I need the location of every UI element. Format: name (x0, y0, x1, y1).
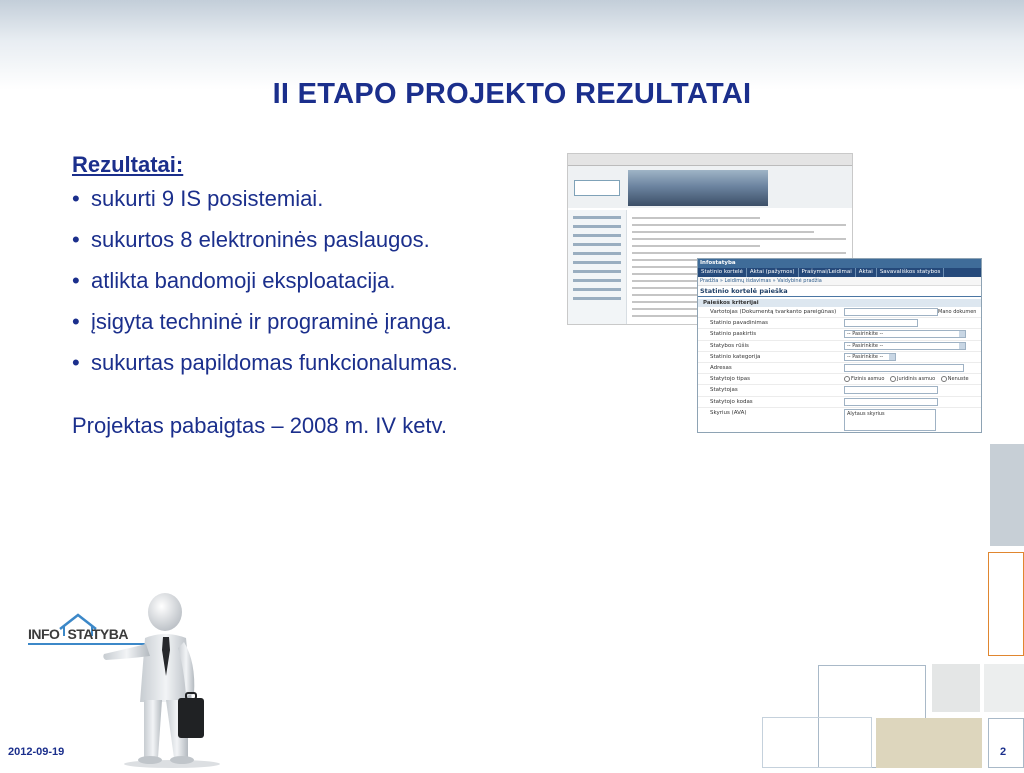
form-row (698, 329, 981, 340)
menu-item: Aktai (856, 268, 877, 277)
menu-item: Prašymai/Leidimai (799, 268, 856, 277)
results-list (72, 186, 592, 376)
bullet-icon: • (72, 186, 80, 211)
form-input (844, 308, 938, 316)
form-row (698, 352, 981, 363)
bullet-icon: • (72, 350, 80, 375)
field-label: Statytojas (710, 387, 738, 394)
decor-square-light (932, 664, 980, 712)
portal-menubar (568, 154, 852, 166)
portal-logo-image (574, 180, 620, 196)
slide-title: II ETAPO PROJEKTO REZULTATAI (272, 78, 752, 110)
bullet-text: įsigyta techninė ir programinė įranga. (91, 309, 452, 334)
form-row (698, 397, 981, 408)
field-label: Statinio paskirtis (710, 331, 757, 338)
form-input (844, 364, 964, 372)
portal-banner (568, 166, 852, 208)
form-section-title: Paieškos kriterijai (698, 299, 981, 307)
field-label: Adresas (710, 364, 732, 371)
decor-square-gray (990, 444, 1024, 546)
search-form-screenshot (697, 258, 982, 433)
menu-item: Statinio kortelė (698, 268, 747, 277)
form-row (698, 307, 981, 318)
page-number: 2 (1000, 746, 1007, 758)
radio-icon (890, 376, 896, 382)
bullet-text: sukurtas papildomas funkcionalumas. (91, 350, 458, 375)
bullet-text: atlikta bandomoji eksploatacija. (91, 268, 396, 293)
header-gradient (0, 0, 1024, 90)
radio-label: Fizinis asmuo (851, 376, 885, 383)
list-item (72, 309, 592, 335)
radio-group (844, 375, 969, 383)
field-label: Statybos rūšis (710, 342, 749, 349)
radio-label: Nenuste (947, 376, 969, 383)
businessman-figure-image (100, 590, 250, 768)
form-select (844, 342, 966, 350)
chevron-down-icon (959, 343, 965, 349)
form-listbox (844, 409, 936, 431)
footer-date: 2012-09-19 (8, 746, 65, 758)
chevron-down-icon (959, 331, 965, 337)
portal-left-nav (568, 210, 627, 324)
form-breadcrumb: Pradžia » Leidimų išdavimas » Vaidybinė pradžia (698, 277, 981, 286)
decor-square-orange-outline (988, 552, 1024, 656)
logo-text-left: INFO (28, 626, 60, 642)
list-item (72, 186, 592, 212)
listbox-value: Alytaus skyrius (847, 410, 885, 417)
bullet-icon: • (72, 227, 80, 252)
radio-label: Juridinis asmuo (897, 376, 936, 383)
bullet-icon: • (72, 268, 80, 293)
menu-item: Savavališkos statybos (877, 268, 945, 277)
list-item (72, 227, 592, 253)
radio-icon (941, 376, 947, 382)
form-header: Statinio kortelė paieška (698, 286, 981, 297)
field-label: Skyrius (AVA) (710, 409, 747, 416)
decor-square-tan (876, 718, 982, 768)
field-label: Statinio kategorija (710, 353, 761, 360)
form-select (844, 353, 896, 361)
decor-square-blue-outline (988, 718, 1024, 768)
field-label: Statytojo tipas (710, 376, 751, 383)
menu-item: Aktai (pažymos) (747, 268, 799, 277)
decor-square-blue-outline (762, 717, 872, 768)
form-row (698, 363, 981, 374)
bullet-text: sukurtos 8 elektroninės paslaugos. (91, 227, 430, 252)
decor-square-light (984, 664, 1024, 712)
form-input (844, 398, 938, 406)
field-label: Statytojo kodas (710, 398, 753, 405)
list-item (72, 350, 592, 376)
content-area (72, 152, 592, 439)
select-value: -- Pasirinkite -- (847, 331, 884, 338)
form-row (698, 341, 981, 352)
form-input (844, 319, 918, 327)
logo-text-right: STATYBA (67, 626, 128, 642)
form-row (698, 374, 981, 385)
form-select (844, 330, 966, 338)
chevron-down-icon (889, 354, 895, 360)
radio-icon (844, 376, 850, 382)
form-row (698, 408, 981, 428)
field-label: Statinio pavadinimas (710, 320, 768, 327)
list-item (72, 268, 592, 294)
field-extra: Mano dokumen (938, 309, 977, 315)
city-skyline-image (628, 170, 768, 206)
form-row (698, 318, 981, 329)
form-row (698, 385, 981, 396)
form-input (844, 386, 938, 394)
select-value: -- Pasirinkite -- (847, 342, 884, 349)
project-completion-text: Projektas pabaigtas – 2008 m. IV ketv. (72, 413, 448, 438)
results-heading: Rezultatai: (72, 152, 184, 177)
form-menubar (698, 268, 981, 277)
bullet-icon: • (72, 309, 80, 334)
field-label: Vartotojas (Dokumentą tvarkanto pareigūnas) (710, 309, 837, 315)
select-value: -- Pasirinkite -- (847, 353, 884, 360)
form-app-title: Infostatyba (698, 259, 981, 268)
bullet-text: sukurti 9 IS posistemiai. (91, 186, 324, 211)
